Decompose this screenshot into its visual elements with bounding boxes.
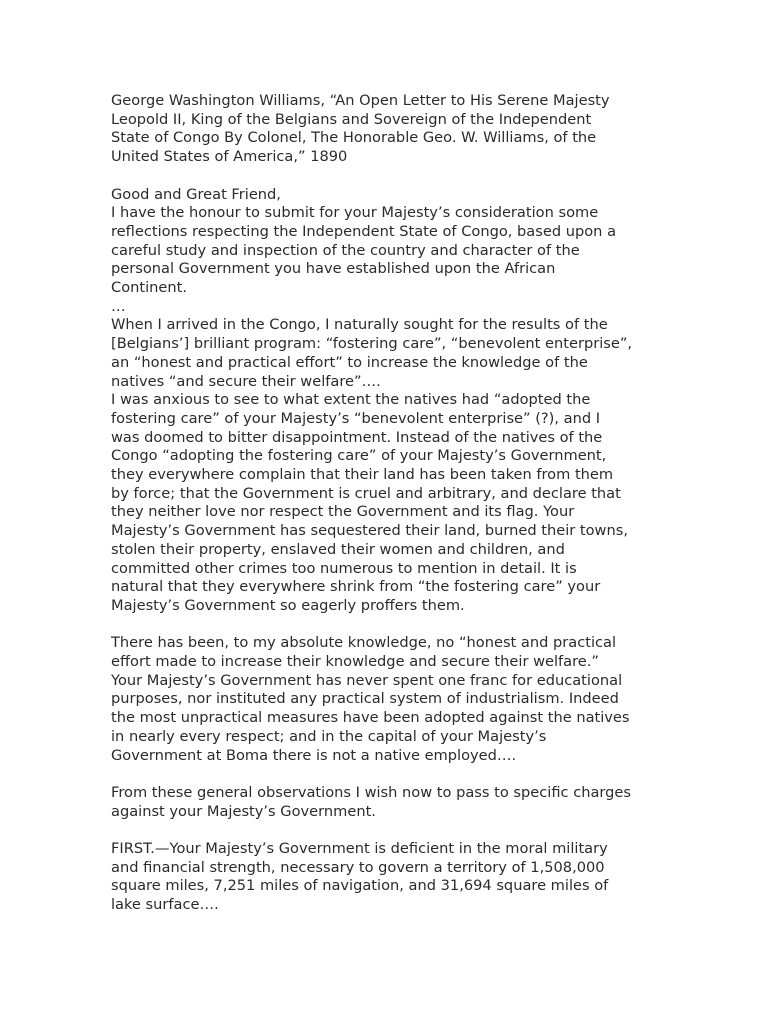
paragraph-gap [111, 765, 663, 784]
paragraph-gap [111, 821, 663, 840]
heading-line: United States of America,” 1890 [111, 148, 348, 166]
heading-line: State of Congo By Colonel, The Honorable Geo. W. Williams, of the [111, 129, 597, 147]
arrival-line: an “honest and practical effort” to increase the knowledge of the [111, 353, 588, 371]
arrival-line: natives “and secure their welfare”…. [111, 372, 381, 390]
intro-line: Continent. [111, 279, 187, 297]
first-charge-line: and financial strength, necessary to govern a territory of 1,508,000 [111, 858, 605, 876]
general-paragraph [111, 784, 663, 821]
intro-line: reflections respecting the Independent State of Congo, based upon a [111, 222, 617, 240]
intro-line: personal Government you have established upon the African [111, 260, 556, 278]
intro-line: I have the honour to submit for your Majesty’s consideration some [111, 204, 599, 222]
no-effort-line: the most unpractical measures have been adopted against the natives [111, 709, 630, 727]
general-line: against your Majesty’s Government. [111, 802, 376, 820]
anxious-line: I was anxious to see to what extent the natives had “adopted the [111, 391, 591, 409]
no-effort-line: in nearly every respect; and in the capital of your Majesty’s [111, 727, 547, 745]
anxious-line: stolen their property, enslaved their women and children, and [111, 540, 565, 558]
general-line: From these general observations I wish now to pass to specific charges [111, 783, 632, 801]
no-effort-line: There has been, to my absolute knowledge, no “honest and practical [111, 634, 617, 652]
arrival-line: When I arrived in the Congo, I naturally sought for the results of the [111, 316, 608, 334]
no-effort-line: effort made to increase their knowledge and secure their welfare.” [111, 653, 599, 671]
salutation-and-intro [111, 186, 663, 616]
no-effort-line: Your Majesty’s Government has never spent one franc for educational [111, 671, 623, 689]
anxious-line: Congo “adopting the fostering care” of your Majesty’s Government, [111, 447, 607, 465]
heading-line: Leopold II, King of the Belgians and Sovereign of the Independent [111, 110, 592, 128]
heading-line: George Washington Williams, “An Open Letter to His Serene Majesty [111, 92, 610, 109]
first-charge-line: FIRST.—Your Majesty’s Government is deficient in the moral military [111, 840, 608, 858]
anxious-line: committed other crimes too numerous to mention in detail. It is [111, 559, 577, 577]
salutation: Good and Great Friend, [111, 185, 281, 203]
document-body [111, 92, 663, 915]
anxious-line: fostering care” of your Majesty’s “benevolent enterprise” (?), and I [111, 409, 601, 427]
anxious-line: by force; that the Government is cruel and arbitrary, and declare that [111, 484, 621, 502]
paragraph-gap [111, 167, 663, 186]
anxious-line: they everywhere complain that their land has been taken from them [111, 466, 614, 484]
first-charge-line: square miles, 7,251 miles of navigation, and 31,694 square miles of [111, 877, 609, 895]
ellipsis: … [111, 297, 126, 315]
anxious-line: was doomed to bitter disappointment. Instead of the natives of the [111, 428, 603, 446]
anxious-line: they neither love nor respect the Government and its flag. Your [111, 503, 575, 521]
no-effort-line: purposes, nor instituted any practical system of industrialism. Indeed [111, 690, 619, 708]
anxious-line: Majesty’s Government so eagerly proffers them. [111, 596, 465, 614]
no-effort-line: Government at Boma there is not a native employed…. [111, 746, 517, 764]
anxious-line: Majesty’s Government has sequestered their land, burned their towns, [111, 522, 628, 540]
first-charge-paragraph [111, 840, 663, 915]
anxious-line: natural that they everywhere shrink from “the fostering care” your [111, 578, 601, 596]
document-heading [111, 92, 663, 167]
first-charge-line: lake surface…. [111, 896, 219, 914]
no-effort-paragraph [111, 634, 663, 765]
intro-line: careful study and inspection of the country and character of the [111, 241, 580, 259]
paragraph-gap [111, 616, 663, 635]
arrival-line: [Belgians’] brilliant program: “fostering care”, “benevolent enterprise”, [111, 335, 633, 353]
